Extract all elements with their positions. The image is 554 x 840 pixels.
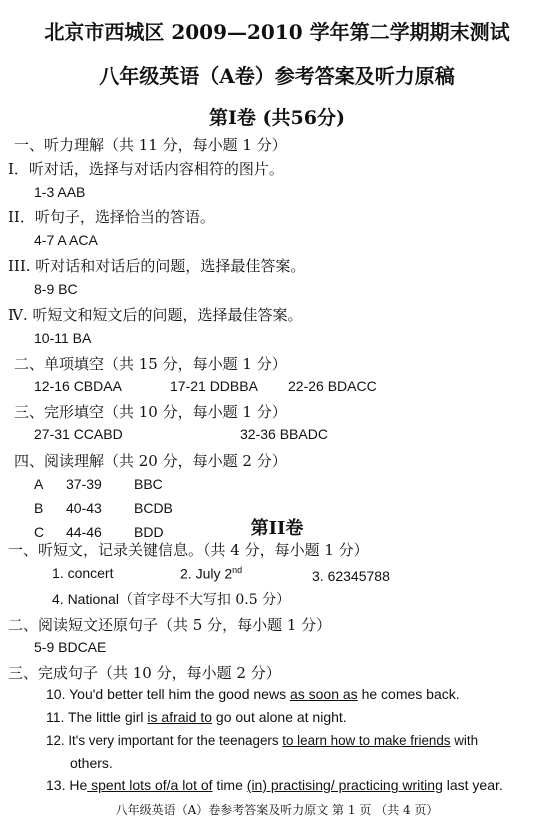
- part1-sec2-heading: 二、单项填空（共 15 分，每小题 1 分）: [14, 355, 287, 373]
- part1-q3-prompt: III. 听对话和对话后的问题，选择最佳答案。: [8, 257, 306, 275]
- sentence-12: 12. It's very important for the teenagers to learn how to make friends with: [46, 733, 479, 748]
- part1-sec2-answer-b: 17-21 DDBBA: [170, 378, 258, 394]
- part1-q3-answer: 8-9 BC: [34, 281, 78, 297]
- part1-q4-prompt: Ⅳ. 听短文和短文后的问题，选择最佳答案。: [8, 306, 303, 324]
- part1-sec4-heading: 四、阅读理解（共 20 分，每小题 2 分）: [14, 452, 287, 470]
- reading-row-range: 37-39: [66, 476, 102, 492]
- part2-sec3-heading: 三、完成句子（共 10 分，每小题 2 分）: [8, 664, 281, 682]
- answer-underline: as soon as: [289, 686, 358, 702]
- page-footer: 八年级英语（A）卷参考答案及听力原文 第 1 页 （共 4 页）: [115, 803, 439, 817]
- part1-q1-prompt: I．听对话，选择与对话内容相符的图片。: [8, 160, 284, 178]
- part1-sec3-answer-a: 27-31 CCABD: [34, 426, 123, 442]
- part1-q2-prompt: II．听句子，选择恰当的答语。: [8, 208, 215, 226]
- sentence-11: 11. The little girl is afraid to go out alone at night.: [46, 709, 347, 725]
- reading-row-answer: BBC: [134, 476, 163, 492]
- part2-title: 第II卷: [250, 518, 304, 539]
- part2-sec1-answer-4: 4. National（首字母不大写扣 0.5 分）: [52, 591, 291, 608]
- answer-underline: is afraid to: [147, 709, 213, 725]
- part2-sec1-answer-2: 2. July 2nd: [180, 565, 243, 582]
- part2-sec2-heading: 二、阅读短文还原句子（共 5 分，每小题 1 分）: [8, 616, 332, 634]
- part1-sec2-answer-a: 12-16 CBDAA: [34, 378, 122, 394]
- part1-sec1-heading: 一、听力理解（共 11 分，每小题 1 分）: [14, 136, 287, 154]
- title-line-2: 八年级英语（A卷）参考答案及听力原稿: [99, 64, 455, 88]
- reading-row-range: 40-43: [66, 500, 102, 516]
- reading-row-label: B: [34, 500, 44, 516]
- sentence-12-cont: others.: [70, 755, 113, 771]
- part1-q2-answer: 4-7 A ACA: [34, 232, 98, 248]
- sentence-10: 10. You'd better tell him the good news as soon as he comes back.: [46, 686, 460, 702]
- part1-sec3-heading: 三、完形填空（共 10 分，每小题 1 分）: [14, 403, 287, 421]
- reading-row-label: C: [34, 524, 45, 540]
- reading-row-label: A: [34, 476, 44, 492]
- title-line-1: 北京市西城区 2009—2010 学年第二学期期末测试: [44, 20, 510, 44]
- reading-row-answer: BDD: [134, 524, 164, 540]
- part2-sec1-heading: 一、听短文，记录关键信息。（共 4 分，每小题 1 分）: [8, 541, 369, 559]
- answer-underline: to learn how to make friends: [282, 733, 451, 748]
- part2-sec1-answer-3: 3. 62345788: [312, 568, 390, 584]
- answer-underline: (in) practising/ practicing writing: [246, 777, 443, 793]
- reading-row-range: 44-46: [66, 524, 102, 540]
- part1-sec2-answer-c: 22-26 BDACC: [288, 378, 377, 394]
- reading-row-answer: BCDB: [134, 500, 173, 516]
- sentence-13: 13. He spent lots of/a lot of time (in) practising/ practicing writing last year.: [46, 777, 503, 793]
- part2-sec2-answer: 5-9 BDCAE: [34, 639, 107, 655]
- part1-q4-answer: 10-11 BA: [34, 330, 92, 346]
- part1-sec3-answer-b: 32-36 BBADC: [240, 426, 328, 442]
- part1-q1-answer: 1-3 AAB: [34, 184, 86, 200]
- answer-underline: spent lots of/a lot of: [87, 777, 213, 793]
- part2-sec1-answer-1: 1. concert: [52, 565, 114, 581]
- part1-title: 第I卷 (共56分): [209, 107, 345, 129]
